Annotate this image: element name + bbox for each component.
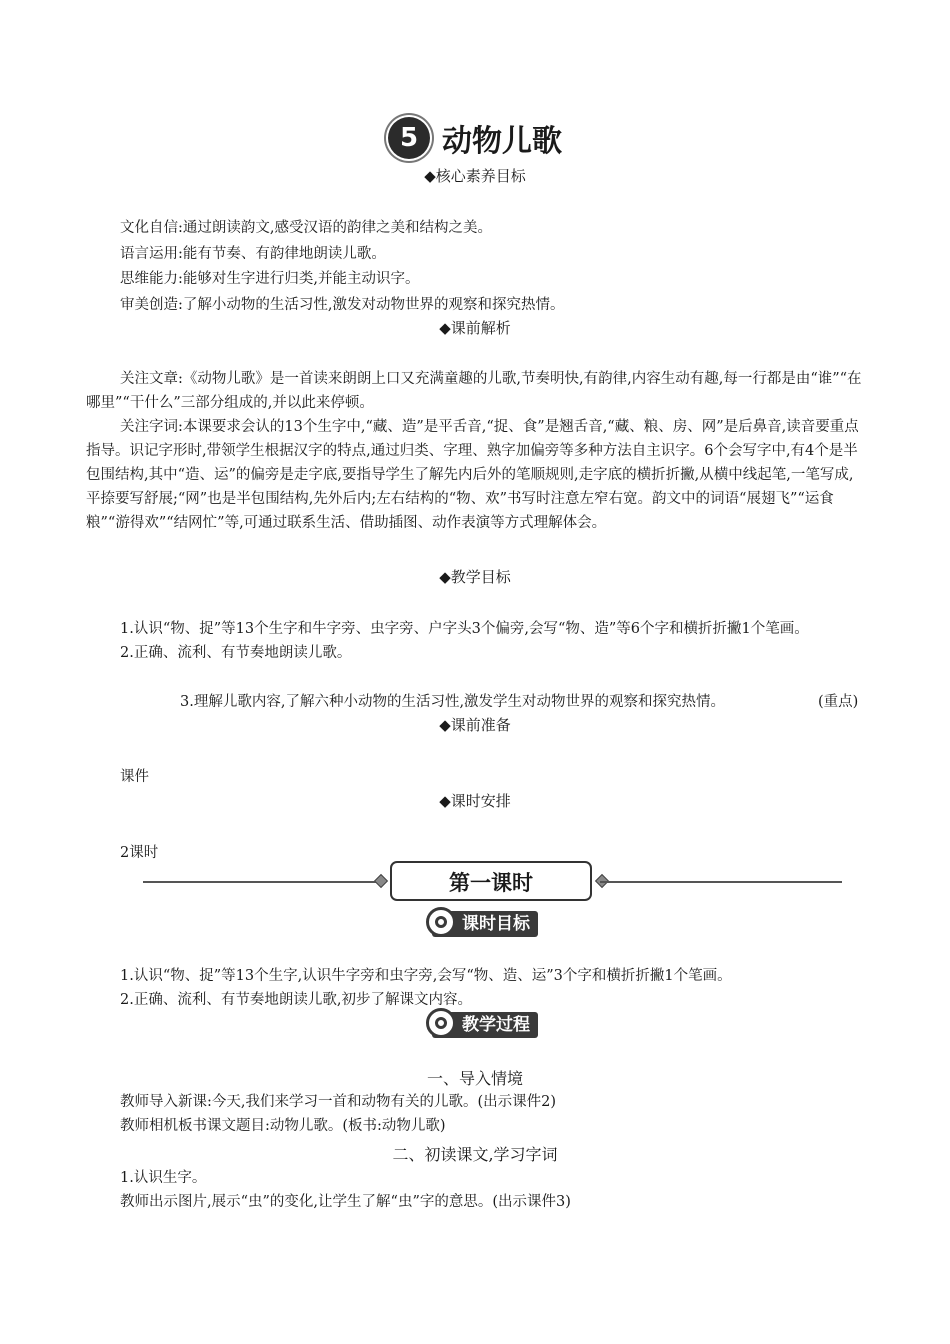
step-title: 一、导入情境 [426, 1069, 523, 1088]
lesson-goal-tag-label: 课时目标 [462, 914, 530, 934]
lesson-title [0, 116, 950, 160]
core-goal-item: 语言运用:能有节奏、有韵律地朗读儿歌。 [120, 245, 386, 262]
banner-divider-left [143, 881, 383, 883]
schedule-text: 2课时 [120, 845, 159, 861]
target-icon [426, 907, 456, 937]
step-line: 1.认识生字。 [120, 1170, 207, 1186]
analysis-block [86, 367, 864, 535]
lesson-goal-tag [432, 911, 538, 937]
lesson-goal-item: 1.认识“物、捉”等13个生字,认识牛字旁和虫字旁,会写“物、造、运”3个字和横折折撇1个笔画。 [120, 968, 732, 984]
banner-divider-right [600, 881, 842, 883]
core-goal-item: 审美创造:了解小动物的生活习性,激发对动物世界的观察和探究热情。 [120, 296, 565, 313]
lesson-goals-block [120, 964, 864, 1012]
page-title: 动物儿歌 [442, 124, 562, 159]
process-tag [432, 1012, 538, 1038]
section-heading-teach-goal: ◆教学目标 [439, 568, 511, 586]
step2-lines [120, 1166, 864, 1214]
key-point-tag: (重点) [818, 694, 859, 710]
target-icon [426, 1008, 456, 1038]
lesson-number-badge: 5 [388, 117, 430, 159]
banner-dot-left [374, 874, 388, 888]
teach-goal-item: 3.理解儿歌内容,了解六种小动物的生活习性,激发学生对动物世界的观察和探究热情。 [180, 694, 726, 710]
teach-goal-item: 2.正确、流利、有节奏地朗读儿歌。 [120, 645, 352, 661]
prep-text: 课件 [120, 769, 149, 785]
lesson-goal-item: 2.正确、流利、有节奏地朗读儿歌,初步了解课文内容。 [120, 992, 472, 1008]
core-goal-item: 文化自信:通过朗读韵文,感受汉语的韵律之美和结构之美。 [120, 220, 492, 236]
step-line: 教师导入新课:今天,我们来学习一首和动物有关的儿歌。(出示课件2) [120, 1094, 557, 1110]
step-title: 二、初读课文,学习字词 [392, 1145, 558, 1164]
process-tag-label: 教学过程 [462, 1015, 530, 1035]
teach-goals-block [86, 617, 864, 665]
step-line: 教师出示图片,展示“虫”的变化,让学生了解“虫”字的意思。(出示课件3) [120, 1194, 571, 1210]
analysis-paragraph: 关注文章:《动物儿歌》是一首读来朗朗上口又充满童趣的儿歌,节奏明快,有韵律,内容生动有趣,每一行都是由“谁”“在哪里”“干什么”三部分组成的,并以此来停顿。 [86, 371, 862, 411]
core-goal-item: 思维能力:能够对生字进行归类,并能主动识字。 [120, 271, 420, 287]
analysis-paragraph: 关注字词:本课要求会认的13个生字中,“藏、造”是平舌音,“捉、食”是翘舌音,“藏、粮、房、网”是后鼻音,读音要重点指导。识记字形时,带领学生根据汉字的特点,通过归类、字理、熟字加偏旁等多种方法自主识字。6个会写字中,有4个是半包围结构,其中“造、运”的偏旁是走字底,要指导学生了解先内后外的笔顺规则,走字底的横折折撇,从横中线起笔,一笔写成,平捺要写舒展;“网”也是半包围结构,先外后内;左右结构的“物、欢”书写时注意左窄右宽。韵文中的词语“展翅飞”“运食粮”“游得欢”“结网忙”等,可通过联系生活、借助插图、动作表演等方式理解体会。 [86, 419, 859, 531]
section-heading-prep: ◆课前准备 [439, 716, 511, 734]
section-heading-core: ◆核心素养目标 [424, 167, 526, 185]
step-line: 教师相机板书课文题目:动物儿歌。(板书:动物儿歌) [120, 1118, 446, 1134]
section-heading-prelesson: ◆课前解析 [439, 319, 511, 337]
section-heading-schedule: ◆课时安排 [439, 792, 511, 810]
step1-lines [120, 1090, 864, 1138]
lesson-banner: 第一课时 [390, 861, 592, 901]
core-goals-list [120, 216, 864, 318]
teach-goal-item: 1.认识“物、捉”等13个生字和牛字旁、虫字旁、户字头3个偏旁,会写“物、造”等6个字和横折折撇1个笔画。 [120, 621, 809, 637]
